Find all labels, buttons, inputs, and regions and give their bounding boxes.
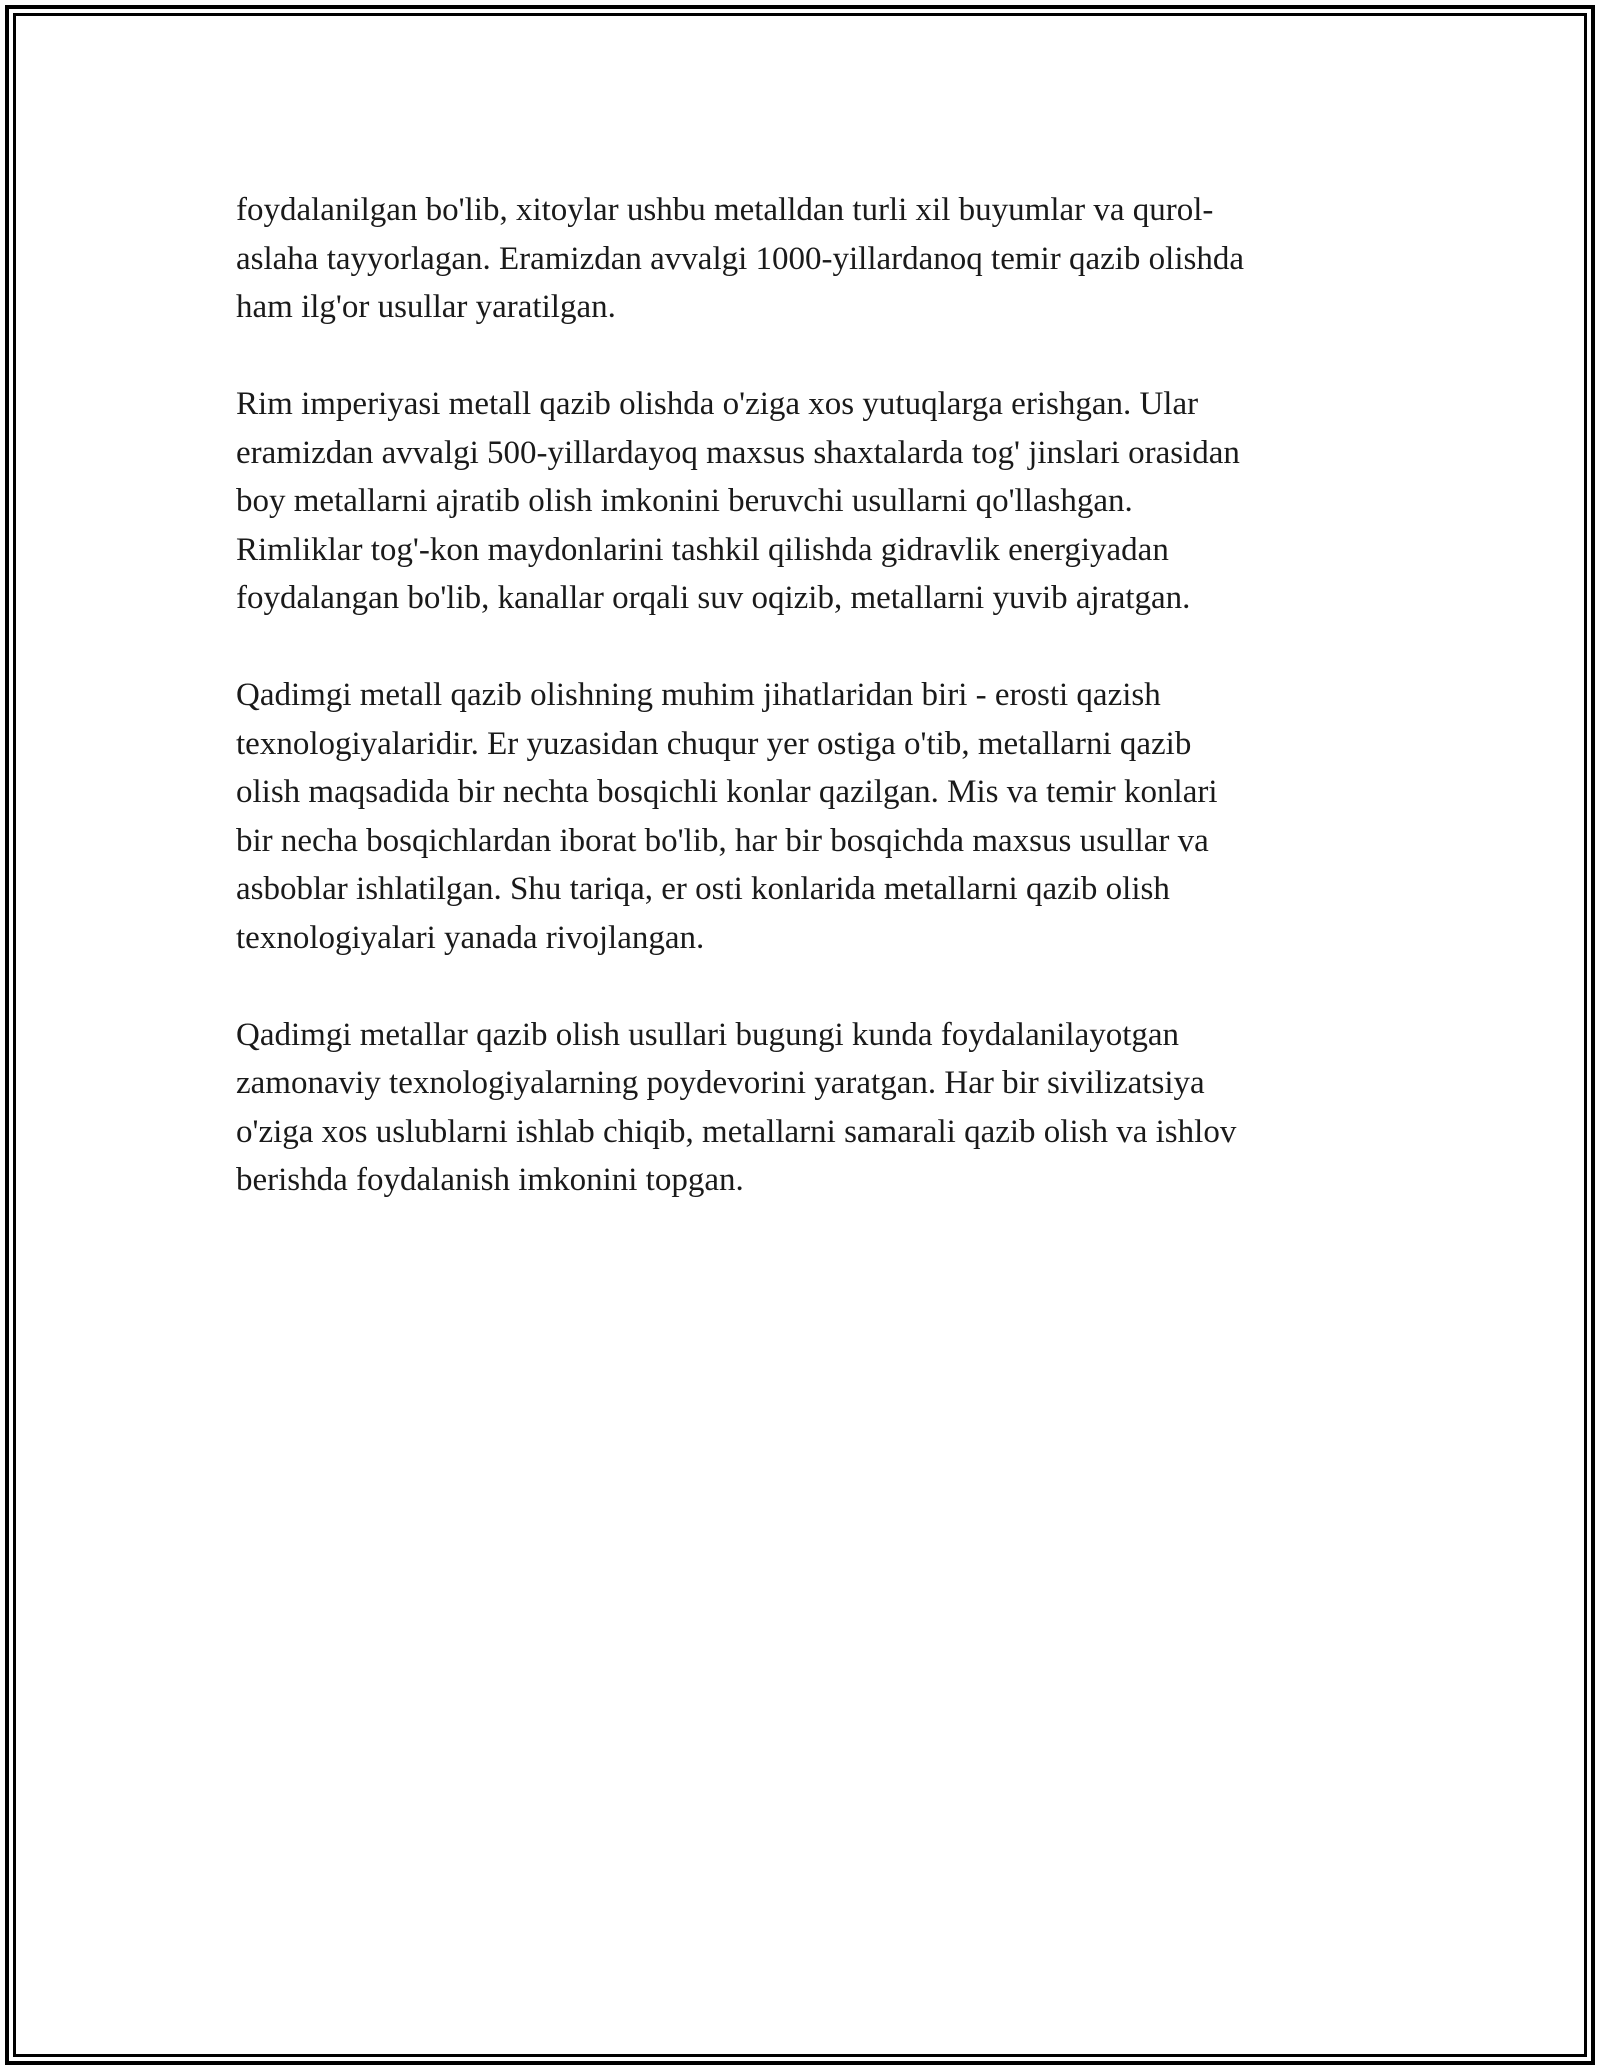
text-line: Rim imperiyasi metall qazib olishda o'ziga xos yutuqlarga erishgan. Ular — [236, 386, 1199, 422]
text-line: Rimliklar tog'-kon maydonlarini tashkil qilishda gidravlik energiyadan — [236, 531, 1169, 568]
text-line: ham ilg'or usullar yaratilgan. — [236, 289, 616, 325]
text-line: aslaha tayyorlagan. Eramizdan avvalgi 1000-yillardanoq temir qazib olishda — [236, 240, 1244, 277]
text-line: zamonaviy texnologiyalarning poydevorini yaratgan. Har bir sivilizatsiya — [236, 1065, 1205, 1101]
text-line: bir necha bosqichlardan iborat bo'lib, har bir bosqichda maxsus usullar va — [236, 822, 1209, 859]
text-line: Qadimgi metall qazib olishning muhim jihatlaridan biri - erosti qazish — [236, 677, 1161, 713]
paragraph-1 — [236, 186, 1376, 332]
paragraph-4 — [236, 1011, 1376, 1205]
text-line: o'ziga xos uslublarni ishlab chiqib, metallarni samarali qazib olish va ishlov — [236, 1113, 1237, 1150]
text-line: foydalanilgan bo'lib, xitoylar ushbu metalldan turli xil buyumlar va qurol- — [236, 192, 1214, 228]
paragraph-2 — [236, 380, 1376, 623]
document-body — [236, 186, 1376, 1253]
text-line: texnologiyalaridir. Er yuzasidan chuqur yer ostiga o'tib, metallarni qazib — [236, 725, 1192, 762]
paragraph-3 — [236, 671, 1376, 962]
text-line: boy metallarni ajratib olish imkonini beruvchi usullarni qo'llashgan. — [236, 483, 1133, 519]
text-line: olish maqsadida bir nechta bosqichli konlar qazilgan. Mis va temir konlari — [236, 774, 1218, 810]
text-line: texnologiyalari yanada rivojlangan. — [236, 919, 705, 956]
text-line: asboblar ishlatilgan. Shu tariqa, er osti konlarida metallarni qazib olish — [236, 871, 1170, 907]
text-line: berishda foydalanish imkonini topgan. — [236, 1162, 744, 1198]
text-line: foydalangan bo'lib, kanallar orqali suv oqizib, metallarni yuvib ajratgan. — [236, 580, 1191, 616]
text-line: eramizdan avvalgi 500-yillardayoq maxsus shaxtalarda tog' jinslari orasidan — [236, 434, 1240, 471]
text-line: Qadimgi metallar qazib olish usullari bugungi kunda foydalanilayotgan — [236, 1016, 1180, 1053]
